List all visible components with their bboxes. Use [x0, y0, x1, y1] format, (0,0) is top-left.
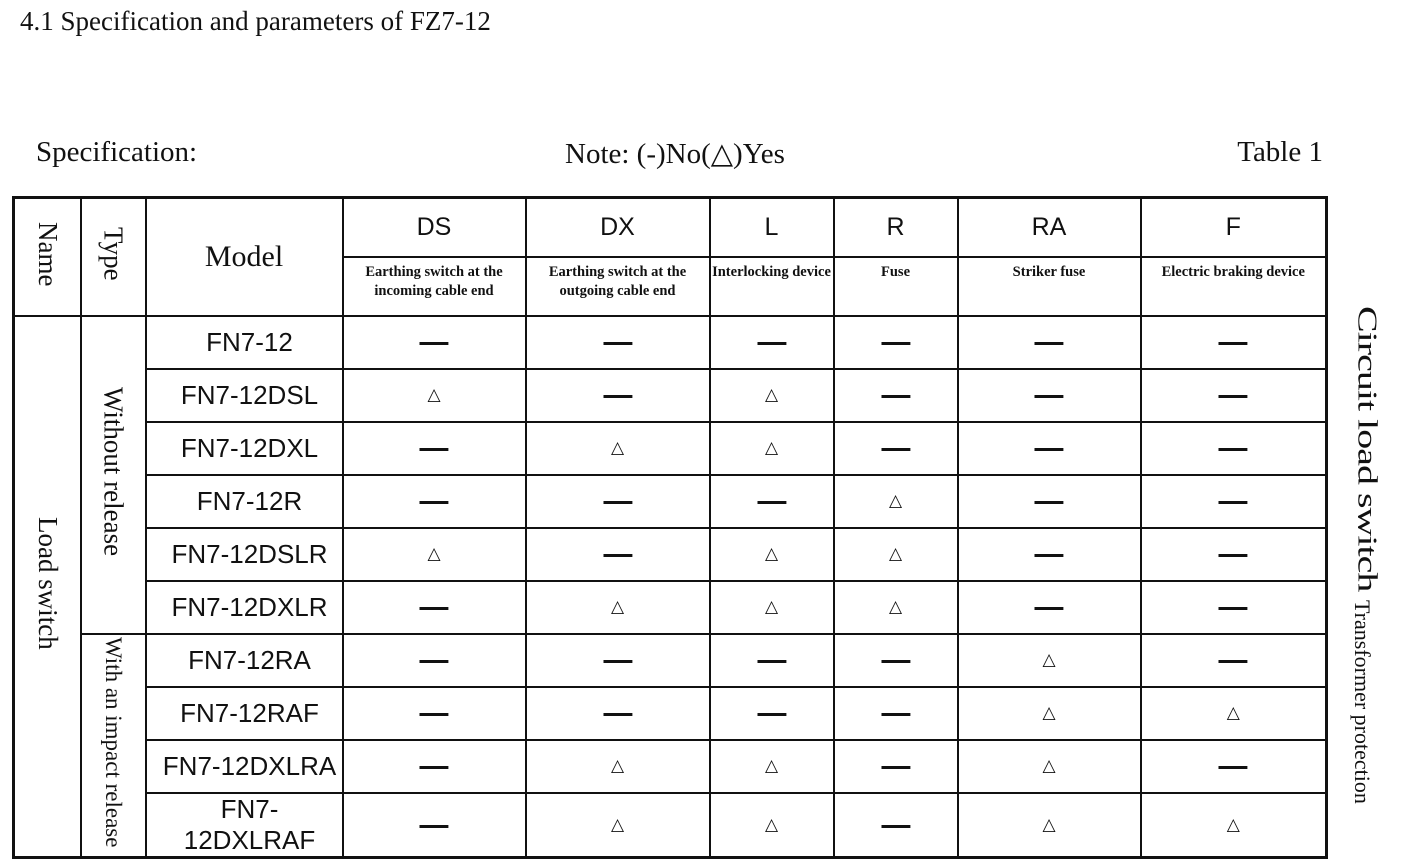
yes-triangle-icon: △ — [888, 597, 903, 617]
no-dash-icon: — — [1032, 540, 1066, 568]
yes-triangle-icon: △ — [1042, 814, 1056, 835]
table-row — [14, 740, 1327, 793]
value-cell — [710, 528, 834, 581]
value-cell — [343, 793, 526, 858]
header-row-codes — [14, 198, 1327, 257]
no-dash-icon: — — [755, 646, 788, 674]
value-cell — [1141, 740, 1327, 793]
no-dash-icon: — — [601, 699, 634, 727]
no-dash-icon: — — [417, 487, 451, 515]
value-cell — [1141, 475, 1327, 528]
value-cell — [1141, 369, 1327, 422]
column-desc-cell — [834, 257, 958, 316]
yes-triangle-icon: △ — [764, 438, 779, 458]
no-dash-icon: — — [1032, 593, 1066, 621]
value-cell — [1141, 793, 1327, 858]
value-cell — [710, 793, 834, 858]
value-cell — [526, 687, 710, 740]
name-header-cell — [14, 198, 81, 316]
no-dash-icon: — — [1217, 752, 1250, 780]
model-cell: FN7-12DSLR — [146, 528, 343, 581]
value-cell — [958, 475, 1141, 528]
no-dash-icon: — — [755, 487, 788, 515]
no-dash-icon: — — [601, 540, 634, 568]
value-cell — [343, 369, 526, 422]
value-cell — [343, 687, 526, 740]
page-title: 4.1 Specification and parameters of FZ7-12 — [20, 6, 491, 36]
yes-triangle-icon: △ — [1226, 814, 1240, 835]
value-cell — [710, 422, 834, 475]
table-number: Table 1 — [1237, 136, 1323, 168]
column-code-cell — [1141, 198, 1327, 257]
value-cell — [1141, 634, 1327, 687]
column-description: Earthing switch at the outgoing cable end — [548, 263, 687, 300]
model-cell: FN7-12DSL — [146, 369, 343, 422]
model-cell: FN7-12RAF — [146, 687, 343, 740]
value-cell — [710, 475, 834, 528]
no-dash-icon: — — [1032, 328, 1066, 356]
value-cell — [526, 422, 710, 475]
column-description: Striker fuse — [1012, 263, 1086, 280]
side-label-text: Transformer protection — [1350, 600, 1375, 804]
type-header: Type — [98, 227, 129, 282]
value-cell — [834, 634, 958, 687]
side-label-text: Circuit load switch — [1351, 306, 1383, 592]
column-desc-cell — [1141, 257, 1327, 316]
value-cell — [343, 316, 526, 369]
no-dash-icon: — — [1217, 434, 1250, 462]
no-dash-icon: — — [417, 593, 451, 621]
yes-triangle-icon: △ — [1042, 650, 1056, 670]
column-desc-cell — [526, 257, 710, 316]
value-cell — [526, 634, 710, 687]
table-body — [14, 198, 1327, 858]
specification-label: Specification: — [36, 136, 198, 168]
value-cell — [526, 740, 710, 793]
no-dash-icon: — — [601, 646, 634, 674]
yes-triangle-icon: △ — [1226, 703, 1240, 723]
yes-triangle-icon: △ — [764, 756, 779, 776]
value-cell — [1141, 687, 1327, 740]
yes-triangle-icon: △ — [427, 385, 441, 405]
no-dash-icon: — — [1032, 487, 1066, 515]
column-code-cell — [958, 198, 1141, 257]
no-dash-icon: — — [879, 434, 912, 462]
column-code: DX — [600, 212, 635, 241]
name-value: Load switch — [32, 517, 63, 650]
name-cell — [14, 316, 81, 858]
no-dash-icon: — — [1217, 593, 1250, 621]
value-cell — [958, 316, 1141, 369]
yes-triangle-icon: △ — [764, 385, 779, 405]
specification-table — [12, 196, 1328, 859]
no-dash-icon: — — [1217, 381, 1250, 409]
value-cell — [343, 740, 526, 793]
value-cell — [343, 634, 526, 687]
value-cell — [958, 422, 1141, 475]
name-header: Name — [32, 222, 63, 287]
value-cell — [710, 634, 834, 687]
table-row — [14, 634, 1327, 687]
no-dash-icon: — — [879, 752, 912, 780]
value-cell — [343, 581, 526, 634]
column-code: R — [886, 212, 905, 241]
column-code-cell — [526, 198, 710, 257]
column-code-cell — [710, 198, 834, 257]
value-cell — [710, 369, 834, 422]
no-dash-icon: — — [417, 752, 451, 780]
no-dash-icon: — — [417, 646, 451, 674]
table-row — [14, 528, 1327, 581]
value-cell — [343, 528, 526, 581]
value-cell — [526, 793, 710, 858]
table-row — [14, 316, 1327, 369]
no-dash-icon: — — [1217, 540, 1250, 568]
yes-triangle-icon: △ — [764, 814, 779, 835]
value-cell — [958, 528, 1141, 581]
value-cell — [710, 740, 834, 793]
no-dash-icon: — — [879, 646, 912, 674]
table-row — [14, 422, 1327, 475]
value-cell — [958, 581, 1141, 634]
table-row — [14, 687, 1327, 740]
column-description: Interlocking device — [712, 263, 831, 280]
model-cell: FN7-12RA — [146, 634, 343, 687]
column-code: RA — [1031, 212, 1067, 241]
column-code: L — [764, 212, 779, 241]
no-dash-icon: — — [601, 487, 634, 515]
no-dash-icon: — — [417, 699, 451, 727]
no-dash-icon: — — [601, 381, 634, 409]
no-dash-icon: — — [1217, 646, 1250, 674]
yes-triangle-icon: △ — [764, 597, 779, 617]
no-dash-icon: — — [879, 699, 912, 727]
model-header-cell — [146, 198, 343, 316]
type-header-cell — [81, 198, 146, 316]
yes-triangle-icon: △ — [427, 544, 441, 564]
yes-triangle-icon: △ — [1042, 703, 1056, 723]
value-cell — [1141, 528, 1327, 581]
column-code: F — [1225, 212, 1241, 241]
value-cell — [710, 316, 834, 369]
value-cell — [526, 581, 710, 634]
column-desc-cell — [343, 257, 526, 316]
no-dash-icon: — — [879, 328, 912, 356]
no-dash-icon: — — [417, 328, 451, 356]
model-cell: FN7-12DXLRAF — [146, 793, 343, 858]
value-cell — [526, 475, 710, 528]
column-code-cell — [343, 198, 526, 257]
type-cell — [81, 316, 146, 634]
type-value: Without release — [98, 387, 129, 557]
value-cell — [526, 369, 710, 422]
value-cell — [1141, 422, 1327, 475]
no-dash-icon: — — [879, 381, 912, 409]
value-cell — [958, 793, 1141, 858]
no-dash-icon: — — [1032, 434, 1066, 462]
yes-triangle-icon: △ — [610, 756, 625, 776]
legend-note: Note: (-)No(△)Yes — [565, 138, 785, 170]
model-cell: FN7-12DXL — [146, 422, 343, 475]
value-cell — [710, 581, 834, 634]
value-cell — [834, 740, 958, 793]
value-cell — [526, 528, 710, 581]
no-dash-icon: — — [417, 810, 451, 839]
table-row — [14, 793, 1327, 858]
column-code: DS — [416, 212, 452, 241]
column-desc-cell — [958, 257, 1141, 316]
yes-triangle-icon: △ — [610, 814, 625, 835]
value-cell — [834, 528, 958, 581]
side-label-transformer-protection — [1338, 600, 1386, 846]
value-cell — [958, 369, 1141, 422]
value-cell — [1141, 316, 1327, 369]
side-label-circuit-load-switch — [1342, 306, 1392, 592]
value-cell — [958, 634, 1141, 687]
no-dash-icon: — — [879, 810, 912, 839]
model-cell: FN7-12DXLR — [146, 581, 343, 634]
value-cell — [526, 316, 710, 369]
value-cell — [343, 475, 526, 528]
no-dash-icon: — — [1032, 381, 1066, 409]
value-cell — [834, 316, 958, 369]
column-description: Earthing switch at the incoming cable end — [365, 263, 503, 300]
value-cell — [834, 793, 958, 858]
table-row — [14, 369, 1327, 422]
no-dash-icon: — — [417, 434, 451, 462]
value-cell — [343, 422, 526, 475]
no-dash-icon: — — [1217, 487, 1250, 515]
no-dash-icon: — — [601, 328, 634, 356]
model-cell: FN7-12R — [146, 475, 343, 528]
value-cell — [834, 422, 958, 475]
value-cell — [1141, 581, 1327, 634]
model-header: Model — [204, 239, 284, 273]
table-row — [14, 475, 1327, 528]
yes-triangle-icon: △ — [1042, 756, 1056, 776]
value-cell — [834, 687, 958, 740]
value-cell — [958, 687, 1141, 740]
column-code-cell — [834, 198, 958, 257]
no-dash-icon: — — [755, 328, 788, 356]
type-value: With an impact release — [101, 637, 126, 848]
no-dash-icon: — — [755, 699, 788, 727]
table-row — [14, 581, 1327, 634]
value-cell — [834, 581, 958, 634]
model-cell: FN7-12DXLRA — [146, 740, 343, 793]
yes-triangle-icon: △ — [888, 491, 903, 511]
yes-triangle-icon: △ — [610, 438, 625, 458]
type-cell — [81, 634, 146, 858]
yes-triangle-icon: △ — [888, 544, 903, 564]
value-cell — [834, 475, 958, 528]
value-cell — [834, 369, 958, 422]
yes-triangle-icon: △ — [610, 597, 625, 617]
model-cell: FN7-12 — [146, 316, 343, 369]
column-desc-cell — [710, 257, 834, 316]
value-cell — [958, 740, 1141, 793]
yes-triangle-icon: △ — [764, 544, 779, 564]
value-cell — [710, 687, 834, 740]
column-description: Electric braking device — [1161, 263, 1305, 280]
column-description: Fuse — [881, 263, 910, 280]
no-dash-icon: — — [1217, 328, 1250, 356]
